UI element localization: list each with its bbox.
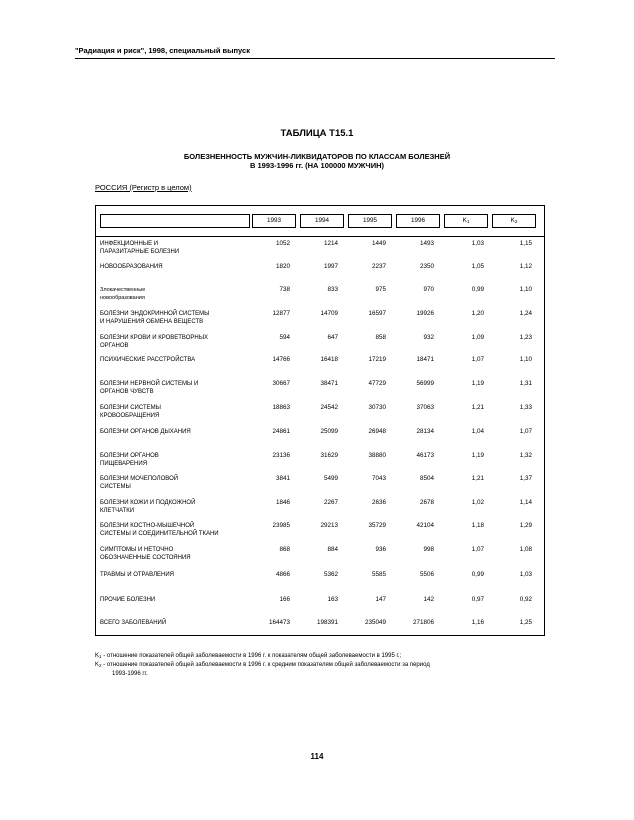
table-cell: 1,25 <box>519 619 532 626</box>
table-cell: 1,09 <box>471 334 484 341</box>
row-label-line: Злокачественные <box>100 287 146 293</box>
row-label <box>100 286 145 302</box>
table-cell: 271806 <box>412 619 434 626</box>
table-cell: 1,07 <box>519 428 532 435</box>
row-label-line: СИМПТОМЫ И НЕТОЧНО <box>100 547 174 553</box>
table-cell: 42104 <box>416 522 434 529</box>
table-cell: 2267 <box>323 499 338 506</box>
table-cell: 18863 <box>272 404 290 411</box>
table-cell: 14766 <box>272 356 290 363</box>
table-cell: 3841 <box>275 475 290 482</box>
table-cell: 28134 <box>416 428 434 435</box>
row-label <box>100 310 209 326</box>
table-cell: 18471 <box>416 356 434 363</box>
table-cell: 164473 <box>268 619 290 626</box>
table-cell: 1,15 <box>519 240 532 247</box>
table-cell: 1,31 <box>519 380 532 387</box>
row-label-line: И НАРУШЕНИЯ ОБМЕНА ВЕЩЕСТВ <box>100 319 204 325</box>
table-title: ТАБЛИЦА Т15.1 <box>280 128 354 139</box>
row-label <box>100 546 191 562</box>
table-cell: 1,05 <box>471 263 484 270</box>
table-cell: 1997 <box>323 263 338 270</box>
table-cell: 1,19 <box>471 380 484 387</box>
table-cell: 24861 <box>272 428 290 435</box>
column-header-subscript: 2 <box>514 219 518 224</box>
table-cell: 884 <box>327 546 338 553</box>
header-label-cell <box>100 214 250 228</box>
row-label-line: ОБОЗНАЧЕННЫЕ СОСТОЯНИЯ <box>100 555 191 561</box>
footnote-k2-text: - отношение показателей общей заболеваемости в 1996 г. к средним показателям общей заболеваемости за период <box>101 662 430 668</box>
row-label-line: БОЛЕЗНИ ОРГАНОВ <box>100 453 159 459</box>
table-cell: 0,97 <box>471 596 484 603</box>
footnote-k2-subscript: 2 <box>99 663 102 668</box>
table-cell: 17219 <box>368 356 386 363</box>
column-header-text: 1996 <box>410 217 425 224</box>
row-label-line: ПСИХИЧЕСКИЕ РАССТРОЙСТВА <box>100 357 196 363</box>
table-cell: 1,33 <box>519 404 532 411</box>
header-separator <box>95 236 545 237</box>
table-cell: 998 <box>423 546 434 553</box>
table-cell: 19926 <box>416 310 434 317</box>
table-cell: 0,92 <box>519 596 532 603</box>
row-label-line: ПИЩЕВАРЕНИЯ <box>100 461 148 467</box>
row-label-line: БОЛЕЗНИ НЕРВНОЙ СИСТЕМЫ И <box>100 381 199 387</box>
page-number: 114 <box>310 752 324 761</box>
row-label-line: ИНФЕКЦИОННЫЕ И <box>100 241 159 247</box>
row-label-line: ТРАВМЫ И ОТРАВЛЕНИЯ <box>100 572 175 578</box>
table-cell: 1493 <box>419 240 434 247</box>
table-cell: 1052 <box>275 240 290 247</box>
table-cell: 1,12 <box>519 263 532 270</box>
row-label-line: новообразования <box>100 295 145 301</box>
table-cell: 970 <box>423 286 434 293</box>
row-label <box>100 475 178 491</box>
table-cell: 30730 <box>368 404 386 411</box>
row-label-line: ПРОЧИЕ БОЛЕЗНИ <box>100 597 156 603</box>
table-cell: 1,07 <box>471 546 484 553</box>
table-cell: 1,04 <box>471 428 484 435</box>
table-cell: 5499 <box>323 475 338 482</box>
table-cell: 16597 <box>368 310 386 317</box>
table-cell: 1,37 <box>519 475 532 482</box>
row-label-line: КРОВООБРАЩЕНИЯ <box>100 413 160 419</box>
footnote-k2 <box>95 661 430 670</box>
table-cell: 1,20 <box>471 310 484 317</box>
row-label <box>100 380 198 396</box>
table-cell: 14709 <box>320 310 338 317</box>
table-cell: 647 <box>327 334 338 341</box>
row-label <box>100 571 174 579</box>
table-cell: 975 <box>375 286 386 293</box>
column-header-6 <box>492 214 536 228</box>
table-cell: 142 <box>423 596 434 603</box>
table-cell: 5506 <box>419 571 434 578</box>
footnote-k1-subscript: 1 <box>99 654 102 659</box>
row-label-line: БОЛЕЗНИ ОРГАНОВ ДЫХАНИЯ <box>100 429 191 435</box>
table-cell: 1,32 <box>519 452 532 459</box>
table-cell: 1,16 <box>471 619 484 626</box>
table-subtitle-line1: БОЛЕЗНЕННОСТЬ МУЖЧИН-ЛИКВИДАТОРОВ ПО КЛАССАМ БОЛЕЗНЕЙ <box>183 152 451 161</box>
row-label-line: ПАРАЗИТАРНЫЕ БОЛЕЗНИ <box>100 249 180 255</box>
table-cell: 1,19 <box>471 452 484 459</box>
row-label <box>100 522 219 538</box>
table-cell: 1,07 <box>471 356 484 363</box>
row-label-line: БОЛЕЗНИ КРОВИ И КРОВЕТВОРНЫХ <box>100 335 209 341</box>
table-cell: 38471 <box>320 380 338 387</box>
row-label-line: НОВООБРАЗОВАНИЯ <box>100 264 163 270</box>
row-label-line: ОРГАНОВ <box>100 343 129 349</box>
table-cell: 2636 <box>371 499 386 506</box>
row-label-line: БОЛЕЗНИ ЭНДОКРИННОЙ СИСТЕМЫ <box>100 311 210 317</box>
table-cell: 7043 <box>371 475 386 482</box>
table-cell: 35729 <box>368 522 386 529</box>
table-cell: 1,03 <box>471 240 484 247</box>
table-cell: 1,10 <box>519 286 532 293</box>
table-cell: 147 <box>375 596 386 603</box>
table-cell: 1,02 <box>471 499 484 506</box>
table-cell: 0,99 <box>471 286 484 293</box>
row-label <box>100 263 163 271</box>
table-cell: 594 <box>279 334 290 341</box>
row-label-line: БОЛЕЗНИ КОСТНО-МЫШЕЧНОЙ <box>100 523 195 529</box>
table-cell: 1,10 <box>519 356 532 363</box>
row-label <box>100 619 166 627</box>
table-cell: 23985 <box>272 522 290 529</box>
table-cell: 2678 <box>419 499 434 506</box>
table-cell: 23136 <box>272 452 290 459</box>
footnote-k1-text: - отношение показателей общей заболеваемости в 1996 г. к показателям общей заболеваемости в 1995 г.; <box>101 653 402 659</box>
table-cell: 1,03 <box>519 571 532 578</box>
row-label <box>100 334 208 350</box>
table-cell: 1,14 <box>519 499 532 506</box>
table-cell: 38880 <box>368 452 386 459</box>
table-cell: 163 <box>327 596 338 603</box>
table-cell: 5585 <box>371 571 386 578</box>
header-rule <box>75 58 555 59</box>
row-label <box>100 452 159 468</box>
table-cell: 1,18 <box>471 522 484 529</box>
table-cell: 235049 <box>364 619 386 626</box>
footnote-k1 <box>95 652 401 661</box>
row-label-line: ВСЕГО ЗАБОЛЕВАНИЙ <box>100 620 167 626</box>
row-label <box>100 596 155 604</box>
table-cell: 26948 <box>368 428 386 435</box>
table-cell: 29213 <box>320 522 338 529</box>
table-cell: 31629 <box>320 452 338 459</box>
table-cell: 5362 <box>323 571 338 578</box>
row-label-line: КЛЕТЧАТКИ <box>100 508 135 514</box>
row-label-line: БОЛЕЗНИ МОЧЕПОЛОВОЙ <box>100 476 179 482</box>
row-label-line: БОЛЕЗНИ СИСТЕМЫ <box>100 405 161 411</box>
row-label-line: ОРГАНОВ ЧУВСТВ <box>100 389 154 395</box>
column-header-5 <box>444 214 488 228</box>
table-cell: 1,21 <box>471 475 484 482</box>
table-cell: 1846 <box>275 499 290 506</box>
column-header-text: 1993 <box>266 217 281 224</box>
column-header-3 <box>348 214 392 228</box>
table-cell: 1820 <box>275 263 290 270</box>
table-cell: 47729 <box>368 380 386 387</box>
table-cell: 166 <box>279 596 290 603</box>
column-header-text: 1994 <box>314 217 329 224</box>
column-header-text: 1995 <box>362 217 377 224</box>
table-cell: 24542 <box>320 404 338 411</box>
row-label <box>100 428 191 436</box>
table-cell: 858 <box>375 334 386 341</box>
row-label <box>100 240 179 256</box>
table-cell: 1214 <box>323 240 338 247</box>
column-header-4 <box>396 214 440 228</box>
table-cell: 833 <box>327 286 338 293</box>
table-cell: 4866 <box>275 571 290 578</box>
footnote-k2-symbol: K <box>95 662 100 668</box>
table-cell: 2237 <box>371 263 386 270</box>
table-cell: 25099 <box>320 428 338 435</box>
table-cell: 1,24 <box>519 310 532 317</box>
row-label <box>100 356 195 364</box>
table-cell: 8504 <box>419 475 434 482</box>
table-cell: 198391 <box>316 619 338 626</box>
table-cell: 1,23 <box>519 334 532 341</box>
column-header-subscript: 1 <box>466 219 470 224</box>
row-label <box>100 404 161 420</box>
table-cell: 932 <box>423 334 434 341</box>
table-cell: 1,21 <box>471 404 484 411</box>
column-header-1 <box>252 214 296 228</box>
table-cell: 16418 <box>320 356 338 363</box>
table-cell: 56999 <box>416 380 434 387</box>
table-cell: 46173 <box>416 452 434 459</box>
table-subtitle-line2: В 1993-1996 гг. (НА 100000 МУЖЧИН) <box>250 161 384 170</box>
table-cell: 1449 <box>371 240 386 247</box>
table-cell: 738 <box>279 286 290 293</box>
table-cell: 936 <box>375 546 386 553</box>
table-cell: 0,99 <box>471 571 484 578</box>
table-cell: 30667 <box>272 380 290 387</box>
row-label <box>100 499 195 515</box>
table-cell: 2350 <box>419 263 434 270</box>
column-header-2 <box>300 214 344 228</box>
table-cell: 1,29 <box>519 522 532 529</box>
table-cell: 37063 <box>416 404 434 411</box>
row-label-line: СИСТЕМЫ <box>100 484 131 490</box>
footnote-k2-continuation: 1993-1996 гг. <box>112 671 148 677</box>
table-cell: 1,08 <box>519 546 532 553</box>
table-cell: 12877 <box>272 310 290 317</box>
column-header-text: K <box>510 217 515 224</box>
region-label: РОССИЯ (Регистр в целом) <box>95 183 192 192</box>
row-label-line: БОЛЕЗНИ КОЖИ И ПОДКОЖНОЙ <box>100 500 196 506</box>
footnote-k1-symbol: K <box>95 653 100 659</box>
row-label-line: СИСТЕМЫ И СОЕДИНИТЕЛЬНОЙ ТКАНИ <box>100 531 219 537</box>
column-header-text: K <box>462 217 467 224</box>
running-header: "Радиация и риск", 1998, специальный выпуск <box>75 46 250 55</box>
table-cell: 868 <box>279 546 290 553</box>
